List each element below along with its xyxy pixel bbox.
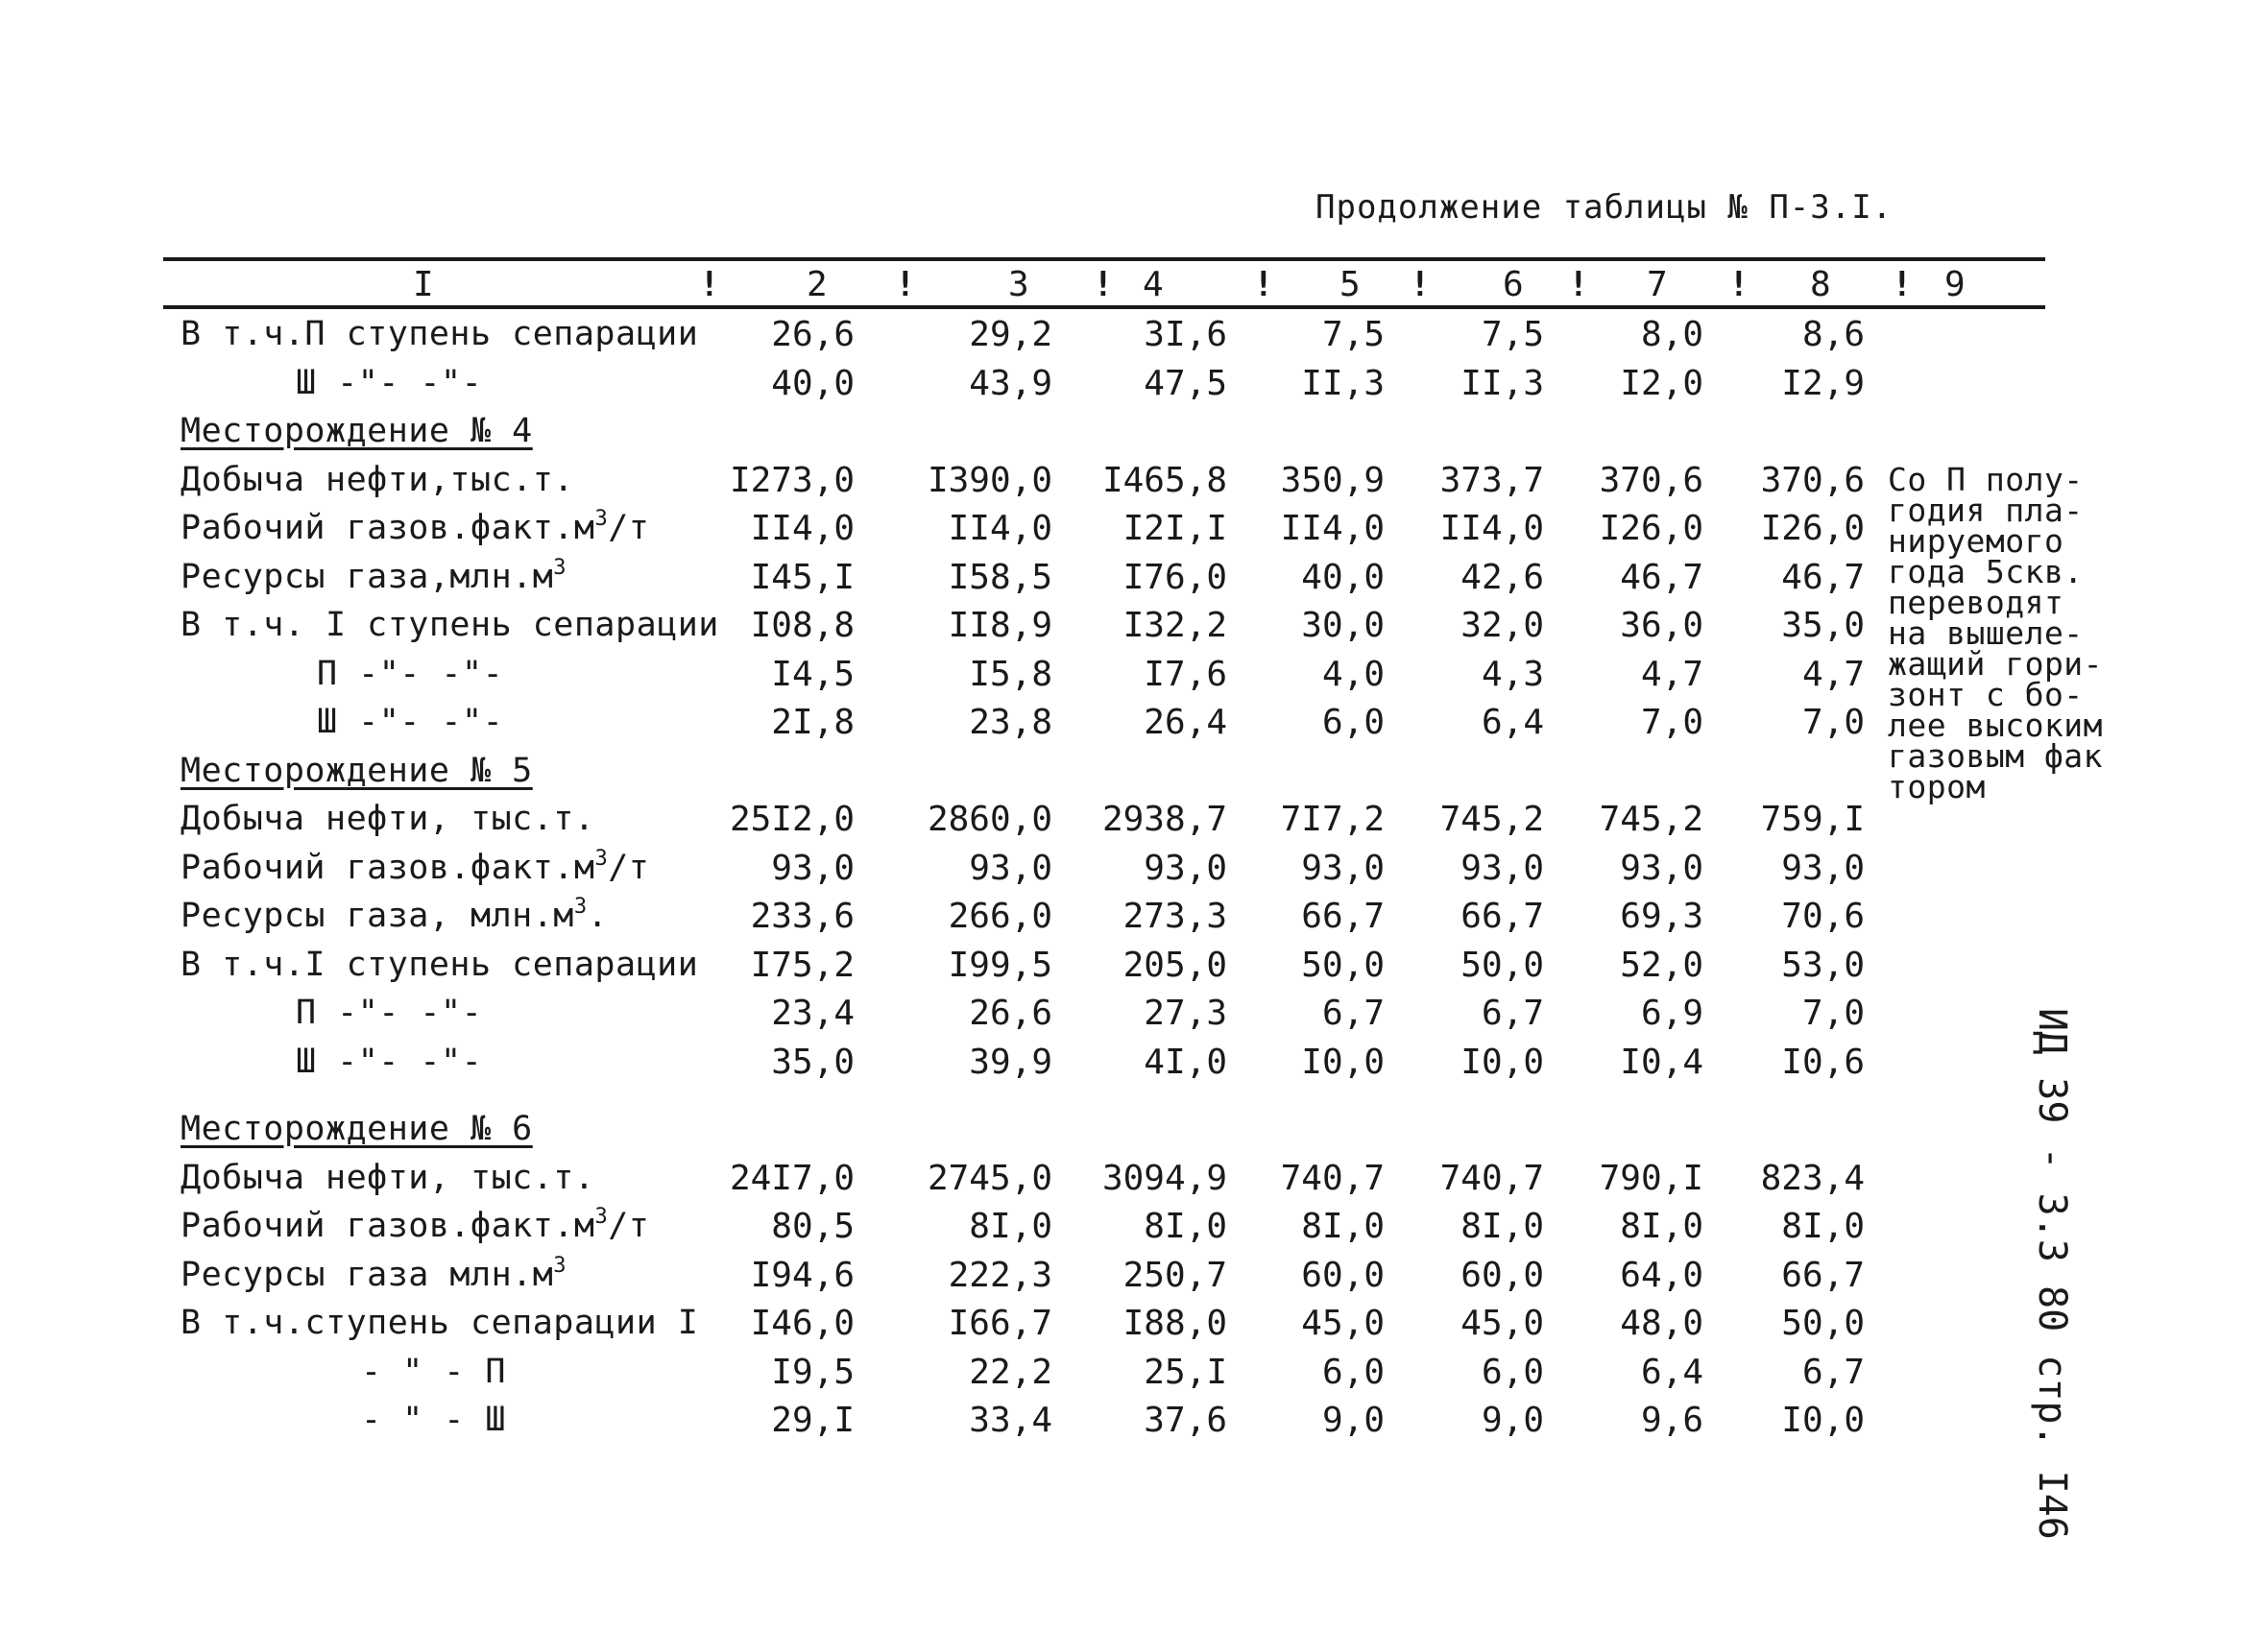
table-row — [0, 1253, 2268, 1304]
table-row — [0, 1401, 2268, 1449]
table-row — [0, 897, 2268, 945]
cell-col-7: 64,0 — [1620, 1255, 1703, 1295]
table-row — [0, 1353, 2268, 1401]
cell-col-7: I26,0 — [1599, 509, 1703, 548]
section-title: Месторождение № 4 — [181, 412, 533, 450]
cell-col-4: 3094,9 — [1101, 1158, 1227, 1198]
header-col-8: 8 — [1810, 265, 1831, 304]
cell-col-5: I0,0 — [1301, 1042, 1385, 1082]
cell-col-5: 7,5 — [1321, 315, 1385, 354]
cell-col-4: I2I,I — [1122, 509, 1227, 548]
cell-col-3: 29,2 — [969, 315, 1052, 354]
section-title: Месторождение № 5 — [181, 751, 533, 790]
cell-col-6: 60,0 — [1460, 1255, 1544, 1295]
cell-col-7: 48,0 — [1620, 1304, 1703, 1343]
cell-col-8: 53,0 — [1781, 945, 1865, 985]
header-separator: ! — [1093, 265, 1114, 304]
cell-col-6: 32,0 — [1460, 606, 1544, 645]
cell-col-2: 93,0 — [771, 848, 855, 888]
cell-col-6: 745,2 — [1439, 800, 1544, 839]
header-separator: ! — [895, 265, 916, 304]
table-row — [0, 994, 2268, 1042]
cell-col-8: I0,0 — [1781, 1401, 1865, 1440]
cell-col-5: 66,7 — [1301, 897, 1385, 936]
cell-col-6: 6,0 — [1481, 1352, 1544, 1392]
cell-col-8: 7,0 — [1801, 703, 1865, 742]
cell-col-8: 8,6 — [1801, 315, 1865, 354]
row-label: Рабочий $газов.факт.м^3/т$ — [181, 1205, 650, 1245]
cell-col-6: II,3 — [1460, 363, 1544, 403]
cell-col-5: 30,0 — [1301, 606, 1385, 645]
table-row — [0, 364, 2268, 412]
row-label: - " - П — [361, 1352, 507, 1391]
footnote-remark: Со П полу- годия пла- нируемого года 5скв. переводят на вышеле- жащий гори- зонт с бо- лее высоким газовым фак тором — [1888, 461, 2104, 805]
cell-col-3: 26,6 — [969, 994, 1052, 1033]
header-separator: ! — [1728, 265, 1749, 304]
header-bottom-rule — [163, 305, 2045, 309]
row-label: В т.ч.П ступень сепарации — [181, 315, 699, 353]
cell-col-4: I88,0 — [1122, 1304, 1227, 1343]
cell-col-8: 370,6 — [1760, 460, 1865, 500]
cell-col-5: 93,0 — [1301, 848, 1385, 888]
cell-col-3: I58,5 — [948, 557, 1052, 597]
cell-col-4: 205,0 — [1122, 945, 1227, 985]
table-caption: Продолжение таблицы № П-3.I. — [1315, 188, 1894, 227]
cell-col-3: I99,5 — [948, 945, 1052, 985]
cell-col-4: I76,0 — [1122, 557, 1227, 597]
cell-col-2: 40,0 — [771, 363, 855, 403]
cell-col-4: 3I,6 — [1144, 315, 1227, 354]
cell-col-4: 26,4 — [1144, 703, 1227, 742]
row-label: Добыча нефти, тыс.т. — [181, 1158, 595, 1197]
cell-col-4: 8I,0 — [1144, 1207, 1227, 1246]
cell-col-2: 25I2,0 — [729, 800, 855, 839]
cell-col-8: 93,0 — [1781, 848, 1865, 888]
cell-col-2: 24I7,0 — [729, 1158, 855, 1198]
table-row — [0, 1207, 2268, 1255]
row-label: Ш -"- -"- — [317, 703, 504, 741]
row-label: В т.ч. I ступень сепарации — [181, 606, 719, 644]
cell-col-3: II4,0 — [948, 509, 1052, 548]
header-col-5: 5 — [1339, 265, 1361, 304]
cell-col-5: 6,0 — [1321, 1352, 1385, 1392]
row-label: - " - Ш — [361, 1401, 507, 1439]
cell-col-6: 4,3 — [1481, 654, 1544, 694]
cell-col-4: 93,0 — [1144, 848, 1227, 888]
cell-col-6: 42,6 — [1460, 557, 1544, 597]
cell-col-7: 6,9 — [1640, 994, 1703, 1033]
cell-col-5: 4,0 — [1321, 654, 1385, 694]
cell-col-4: 4I,0 — [1144, 1042, 1227, 1082]
header-col-2: 2 — [807, 265, 828, 304]
cell-col-3: I390,0 — [927, 460, 1052, 500]
header-col-9: 9 — [1944, 265, 1966, 304]
cell-col-5: II,3 — [1301, 363, 1385, 403]
cell-col-7: 69,3 — [1620, 897, 1703, 936]
cell-col-4: 273,3 — [1122, 897, 1227, 936]
cell-col-4: 2938,7 — [1101, 800, 1227, 839]
cell-col-2: 23,4 — [771, 994, 855, 1033]
header-col-1: I — [413, 265, 434, 304]
cell-col-7: 93,0 — [1620, 848, 1703, 888]
cell-col-3: 8I,0 — [969, 1207, 1052, 1246]
row-label: В т.ч.I ступень сепарации — [181, 945, 699, 984]
cell-col-8: 70,6 — [1781, 897, 1865, 936]
cell-col-7: 46,7 — [1620, 557, 1703, 597]
cell-col-7: 36,0 — [1620, 606, 1703, 645]
cell-col-8: 35,0 — [1781, 606, 1865, 645]
header-separator: ! — [1892, 265, 1913, 304]
cell-col-7: I2,0 — [1620, 363, 1703, 403]
cell-col-3: 2745,0 — [927, 1158, 1052, 1198]
cell-col-6: I0,0 — [1460, 1042, 1544, 1082]
cell-col-6: 7,5 — [1481, 315, 1544, 354]
header-separator: ! — [1410, 265, 1431, 304]
cell-col-6: 6,4 — [1481, 703, 1544, 742]
cell-col-6: 740,7 — [1439, 1158, 1544, 1198]
cell-col-7: 4,7 — [1640, 654, 1703, 694]
cell-col-7: 370,6 — [1599, 460, 1703, 500]
row-label: Рабочий $газов.факт.м^3/т$ — [181, 507, 650, 547]
cell-col-4: 27,3 — [1144, 994, 1227, 1033]
row-label: Рабочий $газов.факт.м^3/т$ — [181, 846, 650, 887]
cell-col-6: 66,7 — [1460, 897, 1544, 936]
cell-col-7: I0,4 — [1620, 1042, 1703, 1082]
cell-col-3: 266,0 — [948, 897, 1052, 936]
row-label: Добыча нефти, тыс.т. — [181, 800, 595, 838]
table-row — [0, 1304, 2268, 1352]
cell-col-2: I9,5 — [771, 1352, 855, 1392]
header-separator: ! — [1253, 265, 1274, 304]
cell-col-8: I2,9 — [1781, 363, 1865, 403]
cell-col-2: 80,5 — [771, 1207, 855, 1246]
cell-col-2: I4,5 — [771, 654, 855, 694]
cell-col-4: 25,I — [1144, 1352, 1227, 1392]
cell-col-6: 6,7 — [1481, 994, 1544, 1033]
cell-col-6: 373,7 — [1439, 460, 1544, 500]
cell-col-2: I94,6 — [750, 1255, 855, 1295]
cell-col-3: 39,9 — [969, 1042, 1052, 1082]
cell-col-5: 7I7,2 — [1280, 800, 1385, 839]
cell-col-3: 93,0 — [969, 848, 1052, 888]
cell-col-5: 350,9 — [1280, 460, 1385, 500]
row-label: Добыча нефти,тыс.т. — [181, 460, 574, 499]
row-label: Ш -"- -"- — [296, 1042, 483, 1081]
cell-col-6: 9,0 — [1481, 1401, 1544, 1440]
row-label: В т.ч.ступень сепарации I — [181, 1304, 699, 1342]
cell-col-6: 45,0 — [1460, 1304, 1544, 1343]
cell-col-2: 35,0 — [771, 1042, 855, 1082]
cell-col-5: 40,0 — [1301, 557, 1385, 597]
cell-col-8: 50,0 — [1781, 1304, 1865, 1343]
cell-col-4: I465,8 — [1101, 460, 1227, 500]
cell-col-8: 66,7 — [1781, 1255, 1865, 1295]
cell-col-2: I45,I — [750, 557, 855, 597]
cell-col-2: 2I,8 — [771, 703, 855, 742]
table-row — [0, 946, 2268, 994]
cell-col-2: I08,8 — [750, 606, 855, 645]
cell-col-3: 22,2 — [969, 1352, 1052, 1392]
cell-col-3: 43,9 — [969, 363, 1052, 403]
cell-col-4: 37,6 — [1144, 1401, 1227, 1440]
cell-col-5: 50,0 — [1301, 945, 1385, 985]
cell-col-7: 9,6 — [1640, 1401, 1703, 1440]
cell-col-6: 93,0 — [1460, 848, 1544, 888]
cell-col-4: 250,7 — [1122, 1255, 1227, 1295]
cell-col-2: I46,0 — [750, 1304, 855, 1343]
cell-col-5: 6,0 — [1321, 703, 1385, 742]
row-label: Ресурсы $газа,млн.м^3$ — [181, 555, 567, 596]
cell-col-2: I273,0 — [729, 460, 855, 500]
cell-col-3: 2860,0 — [927, 800, 1052, 839]
cell-col-3: 23,8 — [969, 703, 1052, 742]
cell-col-5: 8I,0 — [1301, 1207, 1385, 1246]
cell-col-8: 6,7 — [1801, 1352, 1865, 1392]
row-label: Ресурсы газа $млн.м^3$ — [181, 1253, 567, 1294]
cell-col-2: 26,6 — [771, 315, 855, 354]
row-label: Ш -"- -"- — [296, 363, 483, 402]
header-col-7: 7 — [1647, 265, 1668, 304]
header-separator: ! — [1568, 265, 1589, 304]
cell-col-7: 8I,0 — [1620, 1207, 1703, 1246]
table-row — [0, 315, 2268, 363]
table-row — [0, 846, 2268, 897]
cell-col-7: 6,4 — [1640, 1352, 1703, 1392]
cell-col-8: 46,7 — [1781, 557, 1865, 597]
row-label: Ресурсы газа, $млн.м^3$. — [181, 895, 609, 935]
document-stamp: ИД 39 - 3.3 80 стр. I46 — [2030, 1008, 2074, 1540]
header-col-3: 3 — [1008, 265, 1029, 304]
cell-col-4: I7,6 — [1144, 654, 1227, 694]
cell-col-5: 6,7 — [1321, 994, 1385, 1033]
cell-col-7: 790,I — [1599, 1158, 1703, 1198]
header-top-rule — [163, 257, 2045, 261]
cell-col-5: 740,7 — [1280, 1158, 1385, 1198]
cell-col-8: 7,0 — [1801, 994, 1865, 1033]
cell-col-2: I75,2 — [750, 945, 855, 985]
cell-col-3: 33,4 — [969, 1401, 1052, 1440]
cell-col-4: I32,2 — [1122, 606, 1227, 645]
cell-col-2: 29,I — [771, 1401, 855, 1440]
cell-col-3: I66,7 — [948, 1304, 1052, 1343]
cell-col-5: 9,0 — [1321, 1401, 1385, 1440]
row-label: П -"- -"- — [317, 654, 504, 693]
table-row — [0, 800, 2268, 848]
cell-col-5: II4,0 — [1280, 509, 1385, 548]
cell-col-8: I0,6 — [1781, 1042, 1865, 1082]
table-row — [0, 1159, 2268, 1207]
table-row — [0, 1043, 2268, 1091]
cell-col-7: 745,2 — [1599, 800, 1703, 839]
header-col-6: 6 — [1503, 265, 1524, 304]
section-title: Месторождение № 6 — [181, 1110, 533, 1148]
cell-col-6: 50,0 — [1460, 945, 1544, 985]
row-label: П -"- -"- — [296, 994, 483, 1032]
cell-col-8: 823,4 — [1760, 1158, 1865, 1198]
header-col-4: 4 — [1143, 265, 1164, 304]
cell-col-5: 60,0 — [1301, 1255, 1385, 1295]
cell-col-8: 759,I — [1760, 800, 1865, 839]
cell-col-8: 4,7 — [1801, 654, 1865, 694]
cell-col-6: II4,0 — [1439, 509, 1544, 548]
cell-col-2: II4,0 — [750, 509, 855, 548]
cell-col-2: 233,6 — [750, 897, 855, 936]
cell-col-3: II8,9 — [948, 606, 1052, 645]
cell-col-5: 45,0 — [1301, 1304, 1385, 1343]
cell-col-8: I26,0 — [1760, 509, 1865, 548]
cell-col-8: 8I,0 — [1781, 1207, 1865, 1246]
cell-col-7: 8,0 — [1640, 315, 1703, 354]
cell-col-6: 8I,0 — [1460, 1207, 1544, 1246]
cell-col-4: 47,5 — [1144, 363, 1227, 403]
cell-col-3: 222,3 — [948, 1255, 1052, 1295]
cell-col-7: 7,0 — [1640, 703, 1703, 742]
header-separator: ! — [699, 265, 720, 304]
cell-col-3: I5,8 — [969, 654, 1052, 694]
cell-col-7: 52,0 — [1620, 945, 1703, 985]
